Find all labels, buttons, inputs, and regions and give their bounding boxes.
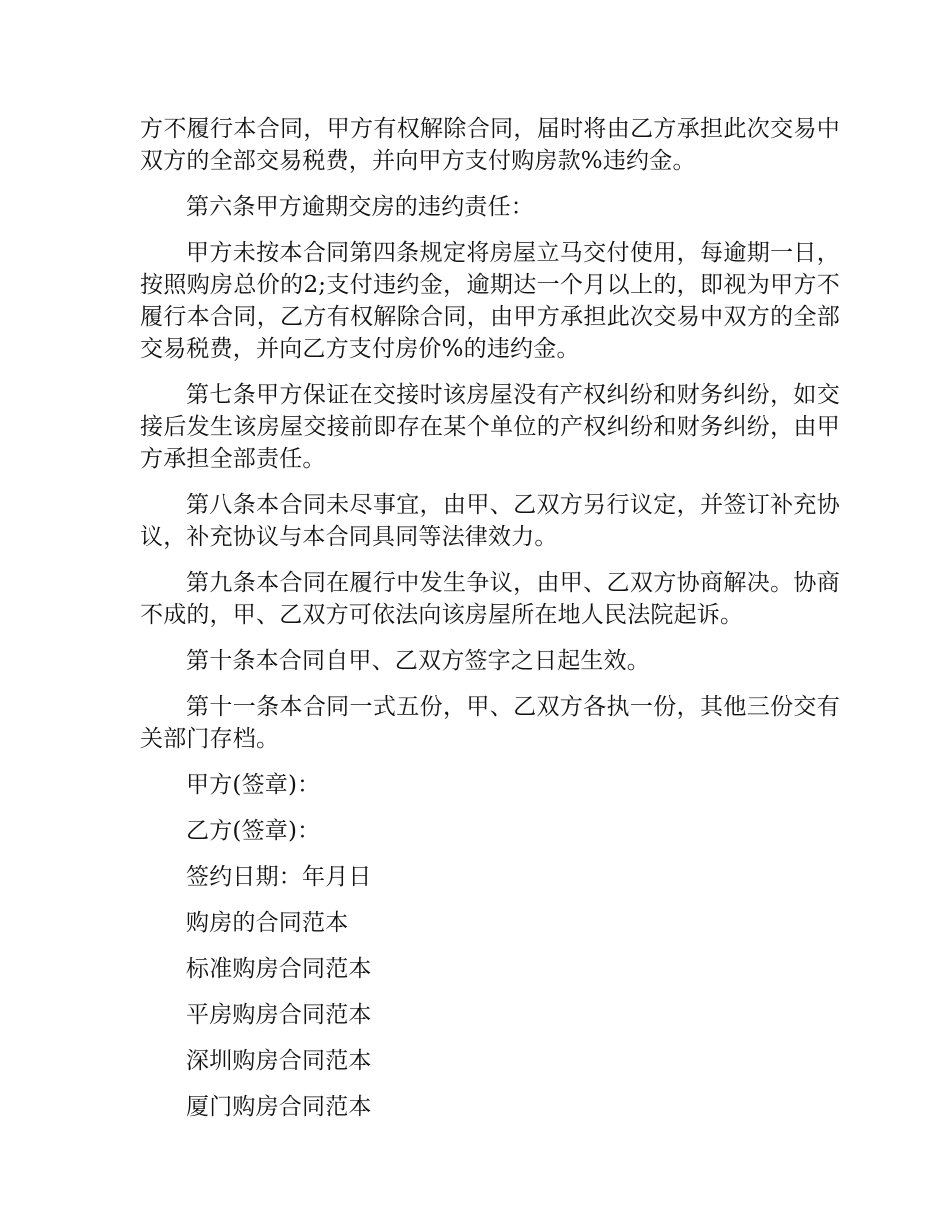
heading-article-6: 第六条甲方逾期交房的违约责任： [186,194,534,220]
signature-party-b: 乙方(签章)： [186,818,321,844]
document-page [140,113,840,1123]
related-title-1: 购房的合同范本 [186,910,349,936]
paragraph-article-11: 第十一条本合同一式五份，甲、乙双方各执一份，其他三份交有关部门存档。 [140,694,840,752]
related-title-2: 标准购房合同范本 [186,956,372,982]
related-title-3: 平房购房合同范本 [186,1002,372,1028]
related-title-5: 厦门购房合同范本 [186,1094,372,1120]
paragraph-article-9: 第九条本合同在履行中发生争议，由甲、乙双方协商解决。协商不成的，甲、乙双方可依法向该房屋所在地人民法院起诉。 [140,570,840,628]
signature-party-a: 甲方(签章)： [186,772,321,798]
signing-date: 签约日期：年月日 [186,864,372,890]
paragraph-article-8: 第八条本合同未尽事宜，由甲、乙双方另行议定，并签订补充协议，补充协议与本合同具同等法律效力。 [140,492,840,550]
paragraph-article-7: 第七条甲方保证在交接时该房屋没有产权纠纷和财务纠纷，如交接后发生该房屋交接前即存在某个单位的产权纠纷和财务纠纷，由甲方承担全部责任。 [140,382,840,472]
related-title-4: 深圳购房合同范本 [186,1048,372,1074]
paragraph-article-10: 第十条本合同自甲、乙双方签字之日起生效。 [186,648,650,674]
paragraph-article-6: 甲方未按本合同第四条规定将房屋立马交付使用，每逾期一日，按照购房总价的2;支付违约金，逾期达一个月以上的，即视为甲方不履行本合同，乙方有权解除合同，由甲方承担此次交易中双方的全部交易税费，并向乙方支付房价%的违约金。 [140,240,840,362]
paragraph-breach-buyer: 方不履行本合同，甲方有权解除合同，届时将由乙方承担此次交易中双方的全部交易税费，并向甲方支付购房款%违约金。 [140,116,840,174]
